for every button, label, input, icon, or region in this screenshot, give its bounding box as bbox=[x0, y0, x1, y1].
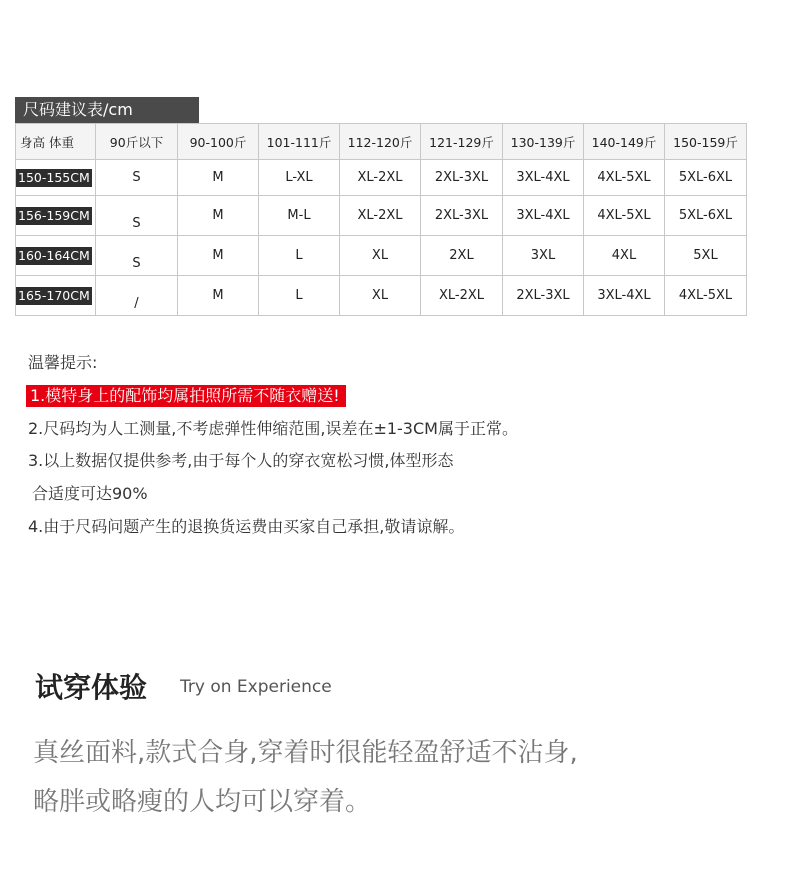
header-cell: 身高 体重 bbox=[16, 124, 96, 160]
size-cell: 3XL bbox=[503, 236, 584, 276]
height-cell bbox=[16, 236, 96, 276]
header-cell: 121-129斤 bbox=[421, 124, 503, 160]
header-row bbox=[16, 124, 747, 160]
size-cell: XL bbox=[340, 236, 421, 276]
size-chart-table bbox=[15, 123, 747, 316]
size-chart-title: 尺码建议表/cm bbox=[15, 97, 199, 123]
tip-line-3-cont: 合适度可达90% bbox=[32, 484, 148, 503]
size-cell: 2XL-3XL bbox=[421, 196, 503, 236]
table-row bbox=[16, 196, 747, 236]
size-cell: L-XL bbox=[259, 160, 340, 196]
size-cell: XL-2XL bbox=[340, 160, 421, 196]
size-cell: / bbox=[96, 276, 178, 316]
size-cell: XL bbox=[340, 276, 421, 316]
table-row bbox=[16, 276, 747, 316]
header-cell: 150-159斤 bbox=[665, 124, 747, 160]
size-cell: 3XL-4XL bbox=[503, 160, 584, 196]
experience-title: 试穿体验 bbox=[35, 671, 148, 704]
height-label: 165-170CM bbox=[18, 287, 90, 303]
table-row bbox=[16, 236, 747, 276]
height-label: 156-159CM bbox=[18, 207, 90, 223]
experience-line-1: 真丝面料,款式合身,穿着时很能轻盈舒适不沾身, bbox=[33, 738, 578, 768]
size-cell: 4XL-5XL bbox=[665, 276, 747, 316]
size-cell: M bbox=[178, 236, 259, 276]
header-cell: 90斤以下 bbox=[96, 124, 178, 160]
size-cell: 3XL-4XL bbox=[584, 276, 665, 316]
size-cell: M bbox=[178, 160, 259, 196]
size-cell: 4XL-5XL bbox=[584, 196, 665, 236]
tip-line-3: 3.以上数据仅提供参考,由于每个人的穿衣宽松习惯,体型形态 bbox=[28, 451, 454, 470]
header-cell: 140-149斤 bbox=[584, 124, 665, 160]
size-cell: 2XL bbox=[421, 236, 503, 276]
height-label: 160-164CM bbox=[18, 247, 90, 263]
experience-line-2: 略胖或略瘦的人均可以穿着。 bbox=[33, 787, 372, 817]
header-cell: 101-111斤 bbox=[259, 124, 340, 160]
size-cell: L bbox=[259, 236, 340, 276]
size-cell: XL-2XL bbox=[340, 196, 421, 236]
size-cell: M-L bbox=[259, 196, 340, 236]
height-label: 150-155CM bbox=[18, 169, 90, 185]
size-cell: 5XL-6XL bbox=[665, 196, 747, 236]
size-cell: M bbox=[178, 276, 259, 316]
header-cell: 112-120斤 bbox=[340, 124, 421, 160]
tips-heading: 温馨提示: bbox=[28, 353, 98, 372]
size-cell: L bbox=[259, 276, 340, 316]
experience-subtitle: Try on Experience bbox=[180, 677, 332, 697]
height-cell bbox=[16, 276, 96, 316]
size-cell: 3XL-4XL bbox=[503, 196, 584, 236]
tip-line-2: 2.尺码均为人工测量,不考虑弹性伸缩范围,误差在±1-3CM属于正常。 bbox=[28, 419, 518, 438]
table-row bbox=[16, 160, 747, 196]
size-cell: 2XL-3XL bbox=[421, 160, 503, 196]
height-cell bbox=[16, 196, 96, 236]
size-cell: 2XL-3XL bbox=[503, 276, 584, 316]
height-cell bbox=[16, 160, 96, 196]
tip-line-4: 4.由于尺码问题产生的退换货运费由买家自己承担,敬请谅解。 bbox=[28, 517, 465, 536]
size-cell: 4XL-5XL bbox=[584, 160, 665, 196]
size-cell: 5XL-6XL bbox=[665, 160, 747, 196]
size-cell: XL-2XL bbox=[421, 276, 503, 316]
size-cell: S bbox=[96, 160, 178, 196]
size-cell: S bbox=[96, 196, 178, 236]
tip-highlight-line bbox=[26, 385, 346, 407]
header-cell: 130-139斤 bbox=[503, 124, 584, 160]
tip-highlight: 1.模特身上的配饰均属拍照所需不随衣赠送! bbox=[26, 385, 346, 407]
size-cell: 5XL bbox=[665, 236, 747, 276]
size-cell: M bbox=[178, 196, 259, 236]
header-cell: 90-100斤 bbox=[178, 124, 259, 160]
size-cell: S bbox=[96, 236, 178, 276]
size-cell: 4XL bbox=[584, 236, 665, 276]
